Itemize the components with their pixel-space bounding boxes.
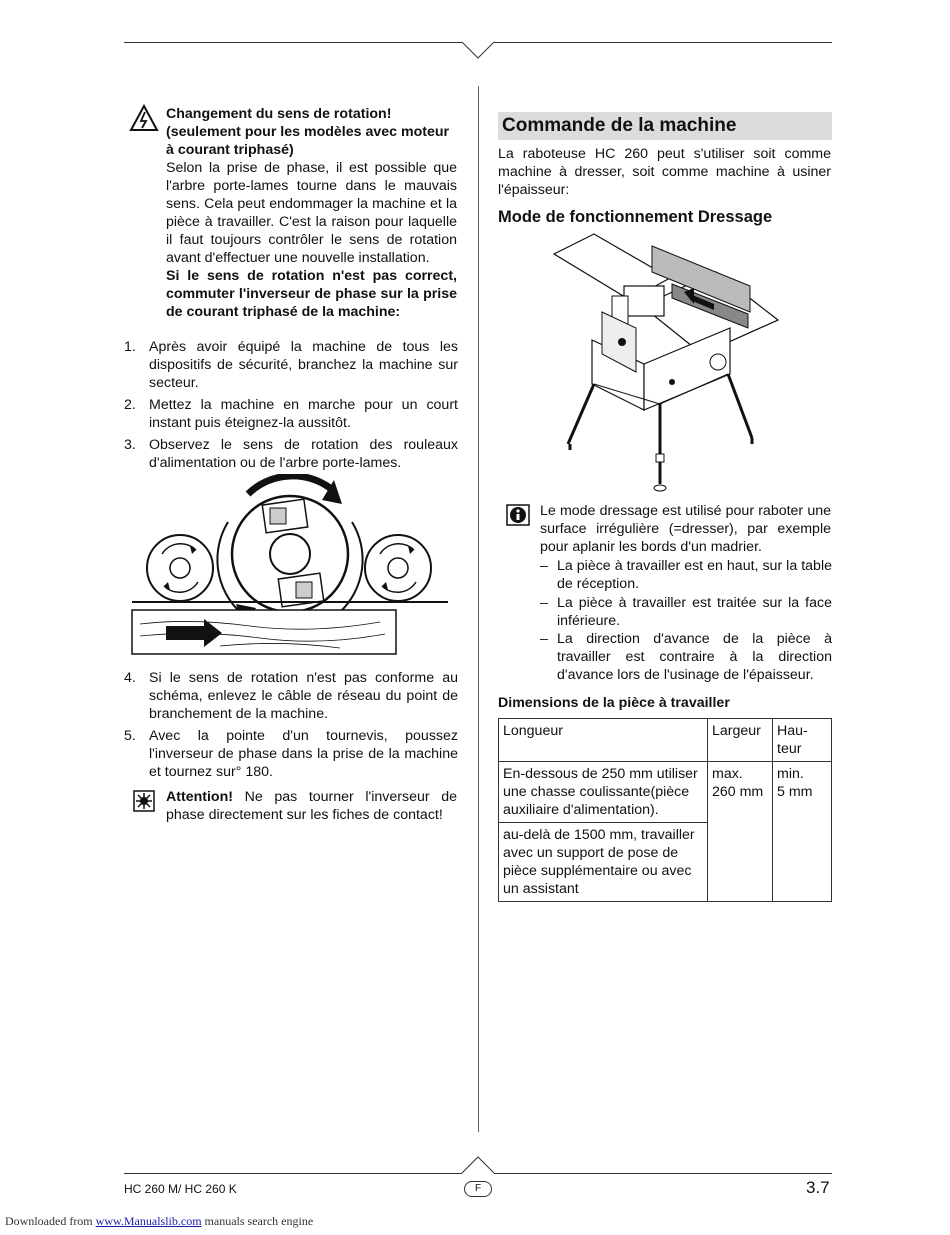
download-suffix: manuals search engine — [201, 1214, 314, 1228]
page-number: 3.7 — [806, 1178, 830, 1197]
height-line1: min. — [777, 766, 804, 782]
dash-symbol: – — [540, 595, 548, 611]
intro-paragraph: La raboteuse HC 260 peut s'utiliser soit comme machine à dresser, soit comme machine à usiner l'épaisseur: — [498, 146, 831, 198]
cell-width — [708, 762, 773, 902]
attention-text: Ne pas tourner l'inverseur de phase directement sur les fiches de contact! — [166, 789, 457, 823]
warning-title-1: Changement du sens de rotation! — [166, 106, 392, 122]
dash-symbol: – — [540, 558, 548, 574]
warning-bold-note: Si le sens de rotation n'est pas correct, commuter l'inverseur de phase sur la prise de courant triphasé de la machine: — [166, 268, 457, 320]
column-divider — [478, 86, 479, 1132]
list-item — [124, 727, 458, 781]
list-text: Observez le sens de rotation des rouleaux d'alimentation ou de l'arbre porte-lames. — [149, 437, 458, 471]
table-row — [499, 762, 832, 823]
warning-title-3: à courant triphasé) — [166, 142, 294, 158]
warning-body: Selon la prise de phase, il est possible que l'arbre porte-lames tourne dans le mauvais sens. Cela peut endommager la machine et la pièce à travailler. C'est la raison pour laquelle il faut toujours contrôler le sens de rotation avant d'effectuer une nouvelle installation. — [166, 160, 457, 266]
list-item — [540, 594, 832, 630]
header-rule-left — [124, 42, 462, 43]
electric-warning-icon — [129, 104, 159, 132]
dimensions-table — [498, 718, 832, 902]
list-text: Avec la pointe d'un tournevis, poussez l'inverseur de phase dans la prise de la machine et tournez sur° 180. — [149, 728, 458, 780]
footer-model: HC 260 M/ HC 260 K — [124, 1182, 237, 1196]
list-item — [124, 669, 458, 723]
planer-machine-illustration — [552, 232, 782, 498]
list-number: 5. — [124, 728, 136, 744]
list-number: 1. — [124, 339, 136, 355]
cell-height — [773, 762, 832, 902]
cell-length-long: au-delà de 1500 mm, travailler avec un support de pose de pièce supplémentaire ou avec un assistant — [499, 823, 708, 902]
download-notice — [5, 1214, 313, 1229]
list-text: Si le sens de rotation n'est pas conforme au schéma, enlevez le câble de réseau du point de branchement de la machine. — [149, 670, 458, 722]
list-item — [540, 630, 832, 684]
list-text: Mettez la machine en marche pour un court instant puis éteignez-la aussitôt. — [149, 397, 458, 431]
header-notch — [460, 41, 496, 61]
header-height-line1: Hau- — [777, 723, 808, 739]
list-item — [124, 338, 458, 392]
language-badge: F — [464, 1181, 492, 1197]
list-text: La pièce à travailler est traitée sur la face inférieure. — [557, 595, 832, 629]
header-width: Largeur — [708, 719, 773, 762]
header-height — [773, 719, 832, 762]
list-item — [124, 436, 458, 472]
warning-block — [166, 105, 457, 321]
download-prefix: Downloaded from — [5, 1214, 96, 1228]
list-item — [540, 557, 832, 593]
list-number: 3. — [124, 437, 136, 453]
section-title: Commande de la machine — [498, 112, 832, 140]
header-rule-right — [494, 42, 832, 43]
height-line2: 5 mm — [777, 784, 813, 800]
list-number: 4. — [124, 670, 136, 686]
footer-notch — [460, 1155, 496, 1175]
cell-length-short: En-dessous de 250 mm utiliser une chasse coulissante(pièce auxiliaire d'alimentation). — [499, 762, 708, 823]
footer-rule-right — [494, 1173, 832, 1174]
attention-icon — [133, 790, 155, 812]
subtitle: Mode de fonctionnement Dressage — [498, 208, 773, 226]
rotation-diagram — [130, 474, 456, 660]
width-line2: 260 mm — [712, 784, 764, 800]
list-number: 2. — [124, 397, 136, 413]
list-text: La pièce à travailler est en haut, sur la table de réception. — [557, 558, 832, 592]
attention-note — [166, 788, 457, 824]
list-text: Après avoir équipé la machine de tous les dispositifs de sécurité, branchez la machine sur secteur. — [149, 339, 458, 391]
header-length: Longueur — [499, 719, 708, 762]
warning-title-2: (seulement pour les modèles avec moteur — [166, 124, 450, 140]
list-item — [124, 396, 458, 432]
info-icon — [506, 504, 530, 526]
attention-label: Attention! — [166, 789, 233, 805]
list-text: La direction d'avance de la pièce à travailler est contraire à la direction d'avance lors de l'usinage de l'épaisseur. — [557, 631, 832, 683]
info-paragraph: Le mode dressage est utilisé pour raboter une surface irrégulière (=dresser), par exemple pour aplanir les bords d'un madrier. — [540, 503, 831, 555]
dash-symbol: – — [540, 631, 548, 647]
dimensions-title: Dimensions de la pièce à travailler — [498, 695, 730, 711]
header-height-line2: teur — [777, 741, 802, 757]
footer-rule-left — [124, 1173, 462, 1174]
download-link[interactable]: www.Manualslib.com — [95, 1214, 202, 1228]
table-row — [499, 719, 832, 762]
width-line1: max. — [712, 766, 743, 782]
